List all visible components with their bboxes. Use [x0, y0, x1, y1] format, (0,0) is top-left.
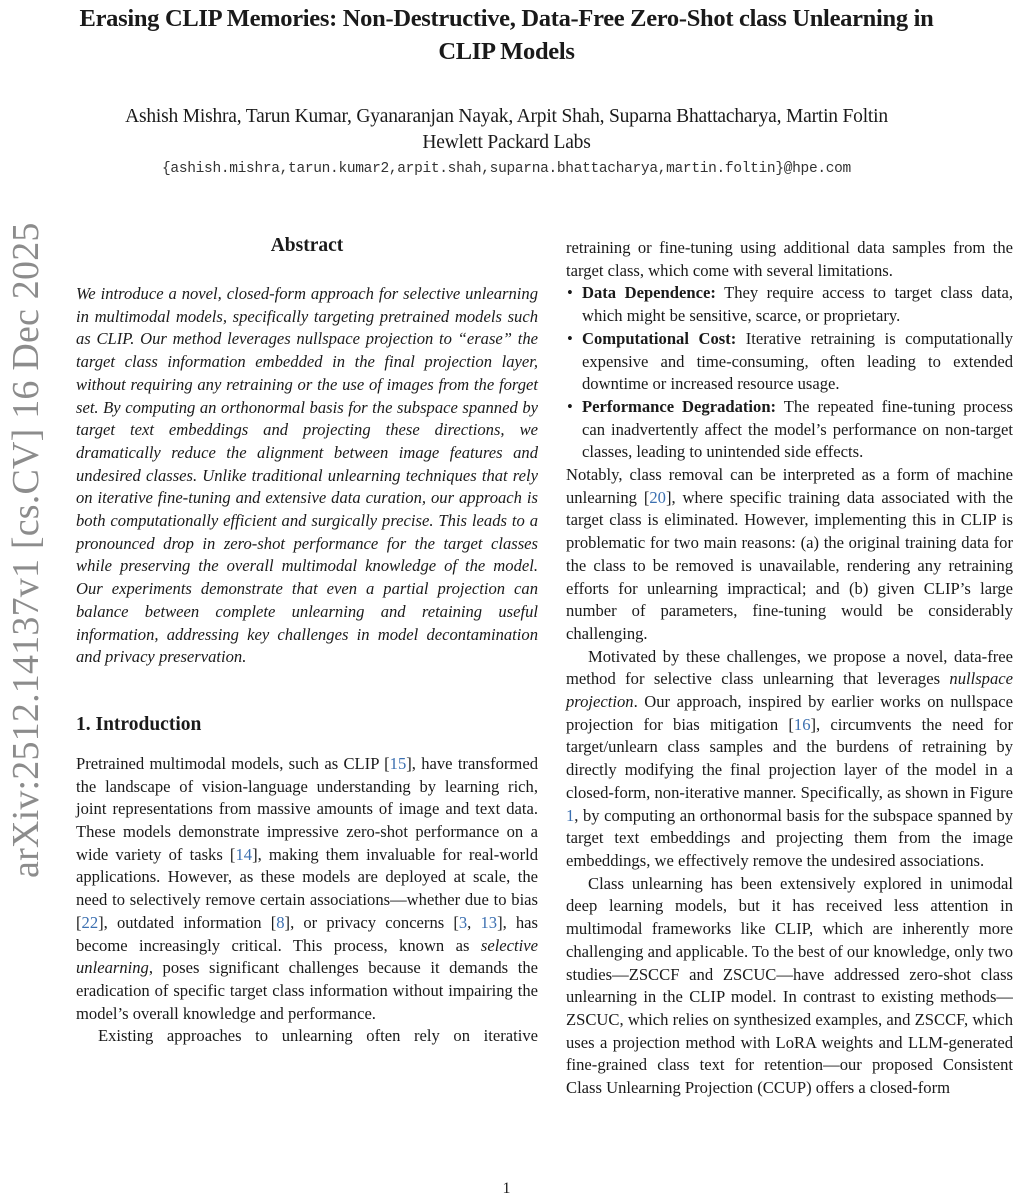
intro-paragraph-3: Notably, class removal can be interpreted as a form of machine unlearning [20], where specific training data associated with the target class is eliminated. However, implementing this in CLIP is problematic for two main reasons: (a) the original training data for the class to be removed is unavailable, rendering any retraining efforts for unlearning impractical; and (b) given CLIP’s large number of parameters, fine-tuning would be considerably challenging.: [566, 465, 1013, 643]
intro-paragraph-5: Class unlearning has been extensively explored in unimodal deep learning models, but it has received less attention in multimodal frameworks like CLIP, which are inherently more challenging and applicable. To the best of our knowledge, only two studies—ZSCCF and ZSCUC—have addressed zero-shot class unlearning in the CLIP model. In contrast to existing methods—ZSCUC, which relies on synthesized examples, and ZSCCF, which uses a projection method with LoRA weights and LLM-generated fine-grained class text for retention—our proposed Consistent Class Unlearning Projection (CCUP) offers a closed-form: [566, 873, 1013, 1098]
author-block: [60, 104, 953, 156]
figure-link[interactable]: 1: [566, 805, 575, 825]
intro-paragraph-2-continued: retraining or fine-tuning using additional data samples from the target class, which come with several limitations.: [566, 238, 1013, 280]
paper-title: Erasing CLIP Memories: Non-Destructive, Data-Free Zero-Shot class Unlearning in CLIP Models: [79, 5, 934, 65]
page-number: 1: [502, 1180, 511, 1197]
intro-paragraph-1: Pretrained multimodal models, such as CLIP [15], have transformed the landscape of vision-language understanding by learning rich, joint representations from massive amounts of image and text data. These models demonstrate impressive zero-shot performance on a wide variety of tasks [14], making them invaluable for real-world applications. However, as these models are deployed at scale, the need to selectively remove certain associations—whether due to bias [22], outdated information [8], or privacy concerns [3, 13], has become increasingly critical. This process, known as selective unlearning, poses significant challenges because it demands the eradication of specific target class information without impairing the model’s overall knowledge and performance.: [76, 753, 538, 1023]
abstract-heading: Abstract: [270, 235, 344, 256]
arxiv-stamp: arXiv:2512.14137v1 [cs.CV] 16 Dec 2025: [5, 222, 47, 878]
list-item: • Data Dependence: They require access to target class data, which might be sensitive, scarce, or proprietary.: [567, 283, 1013, 326]
citation-link[interactable]: 13: [480, 912, 498, 932]
bullet-icon: •: [567, 396, 573, 416]
bullet-icon: •: [567, 328, 573, 348]
citation-link[interactable]: 3: [458, 912, 468, 932]
limitations-list: [566, 282, 1013, 464]
bullet-icon: •: [567, 283, 573, 303]
left-column: [76, 234, 538, 1048]
affiliation: Hewlett Packard Labs: [422, 132, 591, 153]
emphasis: nullspace projection: [566, 669, 1013, 712]
citation-link[interactable]: 8: [276, 912, 285, 932]
citation-link[interactable]: 14: [235, 844, 253, 864]
abstract-text: We introduce a novel, closed-form approach for selective unlearning in multimodal models, specifically targeting pretrained models such as CLIP. Our method leverages nullspace projection to “erase” the target class information embedded in the final projection layer, without requiring any retraining or the use of images from the forget set. By computing an orthonormal basis for the subspace spanned by target text embeddings and projecting these directions, we dramatically reduce the alignment between image features and undesired classes. Unlike traditional unlearning techniques that rely on iterative fine-tuning and extensive data curation, our approach is both computationally efficient and surgically precise. This leads to a pronounced drop in zero-shot performance for the target classes while preserving the overall multimodal knowledge of the model. Our experiments demonstrate that even a partial projection can balance between complete unlearning and retaining useful information, addressing key challenges in model decontamination and privacy preservation.: [76, 284, 538, 667]
intro-paragraph-4: Motivated by these challenges, we propose a novel, data-free method for selective class unlearning that leverages nullspace projection. Our approach, inspired by earlier works on nullspace projection for bias mitigation [16], circumvents the need for target/unlearn class samples and the burdens of retraining by directly modifying the final projection layer of the model in a closed-form, non-iterative manner. Specifically, as shown in Figure 1, by computing an orthonormal basis for the subspace spanned by target text embeddings and projecting them from the image embeddings, we effectively remove the undesired associations.: [566, 646, 1013, 870]
citation-link[interactable]: 22: [81, 912, 99, 932]
emphasis: selective unlearning: [76, 935, 538, 978]
intro-paragraph-2-start: Existing approaches to unlearning often rely on iterative: [98, 1026, 538, 1046]
author-list: Ashish Mishra, Tarun Kumar, Gyanaranjan Nayak, Arpit Shah, Suparna Bhattacharya, Martin Foltin: [125, 106, 888, 127]
citation-link[interactable]: 20: [649, 487, 666, 507]
citation-link[interactable]: 15: [389, 753, 407, 773]
list-item: • Performance Degradation: The repeated fine-tuning process can inadvertently affect the model’s performance on non-target classes, leading to unintended side effects.: [567, 396, 1013, 462]
section-heading-introduction: 1. Introduction: [76, 713, 202, 735]
list-item: • Computational Cost: Iterative retraining is computationally expensive and time-consuming, often leading to extended downtime or increased resource usage.: [567, 328, 1013, 394]
author-emails: {ashish.mishra,tarun.kumar2,arpit.shah,suparna.bhattacharya,martin.foltin}@hpe.com: [162, 161, 851, 177]
citation-link[interactable]: 16: [793, 714, 811, 734]
right-column: [566, 237, 1013, 1100]
